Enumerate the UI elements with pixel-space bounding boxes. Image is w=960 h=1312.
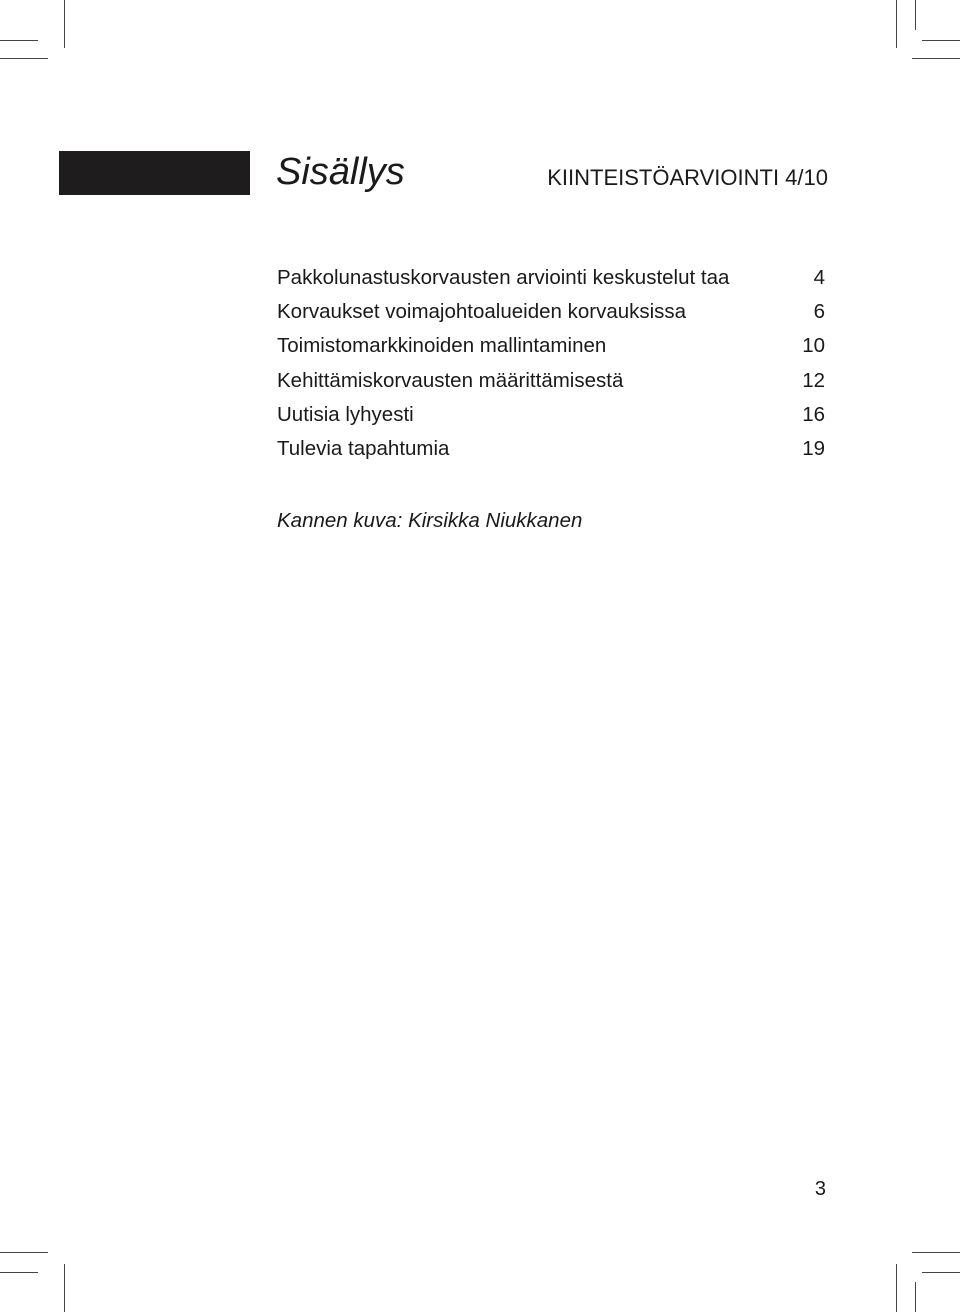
crop-mark <box>912 1252 960 1253</box>
toc-entry[interactable] <box>277 261 825 295</box>
toc-entry-title: Tulevia tapahtumia <box>277 436 450 460</box>
crop-mark <box>0 1252 48 1253</box>
table-of-contents <box>277 261 825 466</box>
crop-mark <box>915 1282 916 1312</box>
crop-mark <box>64 0 65 48</box>
crop-mark <box>912 58 960 59</box>
toc-entry-page: 4 <box>813 266 825 289</box>
toc-entry-page: 19 <box>802 436 825 460</box>
toc-entry[interactable] <box>277 295 825 329</box>
page-number: 3 <box>814 1178 826 1200</box>
toc-entry-title: Pakkolunastuskorvausten arviointi keskustelut taa <box>277 266 730 289</box>
crop-mark <box>0 1272 38 1273</box>
toc-entry-page: 12 <box>802 368 825 392</box>
crop-mark <box>0 58 48 59</box>
toc-entry-title: Uutisia lyhyesti <box>277 402 414 426</box>
publication-issue: KIINTEISTÖARVIOINTI 4/10 <box>547 165 828 190</box>
toc-entry-title: Toimistomarkkinoiden mallintaminen <box>277 334 607 358</box>
crop-mark <box>896 1264 897 1312</box>
decorative-header-bar <box>59 151 250 195</box>
crop-mark <box>922 40 960 41</box>
crop-mark <box>0 40 38 41</box>
toc-entry-page: 10 <box>802 334 825 358</box>
crop-mark <box>915 0 916 30</box>
toc-entry-page: 16 <box>802 402 825 426</box>
toc-entry[interactable] <box>277 364 825 398</box>
crop-mark <box>896 0 897 48</box>
toc-entry-page: 6 <box>813 300 825 324</box>
crop-mark <box>922 1272 960 1273</box>
toc-entry[interactable] <box>277 329 825 363</box>
toc-entry[interactable] <box>277 398 825 432</box>
toc-entry-title: Kehittämiskorvausten määrittämisestä <box>277 368 624 392</box>
crop-mark <box>64 1264 65 1312</box>
cover-photo-credit: Kannen kuva: Kirsikka Niukkanen <box>277 509 583 532</box>
toc-entry[interactable] <box>277 432 825 466</box>
toc-entry-title: Korvaukset voimajohtoalueiden korvauksissa <box>277 300 687 324</box>
page-title: Sisällys <box>276 151 405 193</box>
